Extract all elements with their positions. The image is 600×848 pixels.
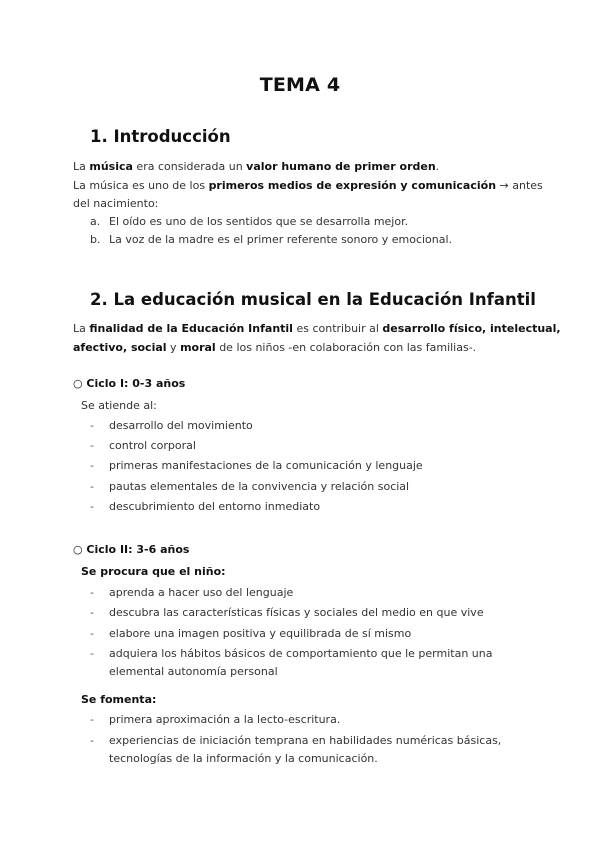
ciclo-2-heading: ○ Ciclo II: 3-6 años <box>73 543 190 556</box>
section-2-heading: 2. La educación musical en la Educación Infantil <box>90 290 536 309</box>
list-item: desarrollo del movimiento <box>109 419 253 432</box>
list-item-marker: a. <box>90 215 101 228</box>
list-item: descubra las características físicas y sociales del medio en que vive <box>109 606 484 619</box>
dash-bullet: - <box>90 459 94 472</box>
dash-bullet: - <box>90 606 94 619</box>
intro-paragraph-1: La música era considerada un valor humano de primer orden. <box>73 160 440 173</box>
list-item: aprenda a hacer uso del lenguaje <box>109 586 294 599</box>
list-item-continuation: elemental autonomía personal <box>109 665 278 678</box>
intro-paragraph-2-cont: del nacimiento: <box>73 197 159 210</box>
intro-paragraph-2: La música es uno de los primeros medios de expresión y comunicación → antes <box>73 179 543 192</box>
page-title: TEMA 4 <box>259 74 341 96</box>
dash-bullet: - <box>90 627 94 640</box>
section2-paragraph-1: La finalidad de la Educación Infantil es contribuir al desarrollo físico, intelectual, <box>73 322 561 335</box>
list-item: primera aproximación a la lecto-escritura. <box>109 713 341 726</box>
dash-bullet: - <box>90 647 94 660</box>
ciclo-1-heading: ○ Ciclo I: 0-3 años <box>73 377 186 390</box>
dash-bullet: - <box>90 734 94 747</box>
dash-bullet: - <box>90 419 94 432</box>
list-item: La voz de la madre es el primer referente sonoro y emocional. <box>109 233 453 246</box>
ciclo-1-intro: Se atiende al: <box>81 399 157 412</box>
dash-bullet: - <box>90 480 94 493</box>
list-item: adquiera los hábitos básicos de comportamiento que le permitan una <box>109 647 493 660</box>
dash-bullet: - <box>90 500 94 513</box>
list-item: experiencias de iniciación temprana en habilidades numéricas básicas, <box>109 734 502 747</box>
list-item: control corporal <box>109 439 196 452</box>
list-item: El oído es uno de los sentidos que se desarrolla mejor. <box>109 215 409 228</box>
fomenta-heading: Se fomenta: <box>81 693 157 706</box>
list-item: pautas elementales de la convivencia y relación social <box>109 480 410 493</box>
section-1-heading: 1. Introducción <box>90 127 231 146</box>
dash-bullet: - <box>90 713 94 726</box>
list-item-marker: b. <box>90 233 101 246</box>
list-item: primeras manifestaciones de la comunicación y lenguaje <box>109 459 423 472</box>
ciclo-2-intro: Se procura que el niño: <box>81 565 226 578</box>
dash-bullet: - <box>90 586 94 599</box>
list-item: elabore una imagen positiva y equilibrada de sí mismo <box>109 627 412 640</box>
section2-paragraph-2: afectivo, social y moral de los niños -en colaboración con las familias-. <box>73 341 477 354</box>
list-item: descubrimiento del entorno inmediato <box>109 500 321 513</box>
list-item-continuation: tecnologías de la información y la comunicación. <box>109 752 378 765</box>
dash-bullet: - <box>90 439 94 452</box>
